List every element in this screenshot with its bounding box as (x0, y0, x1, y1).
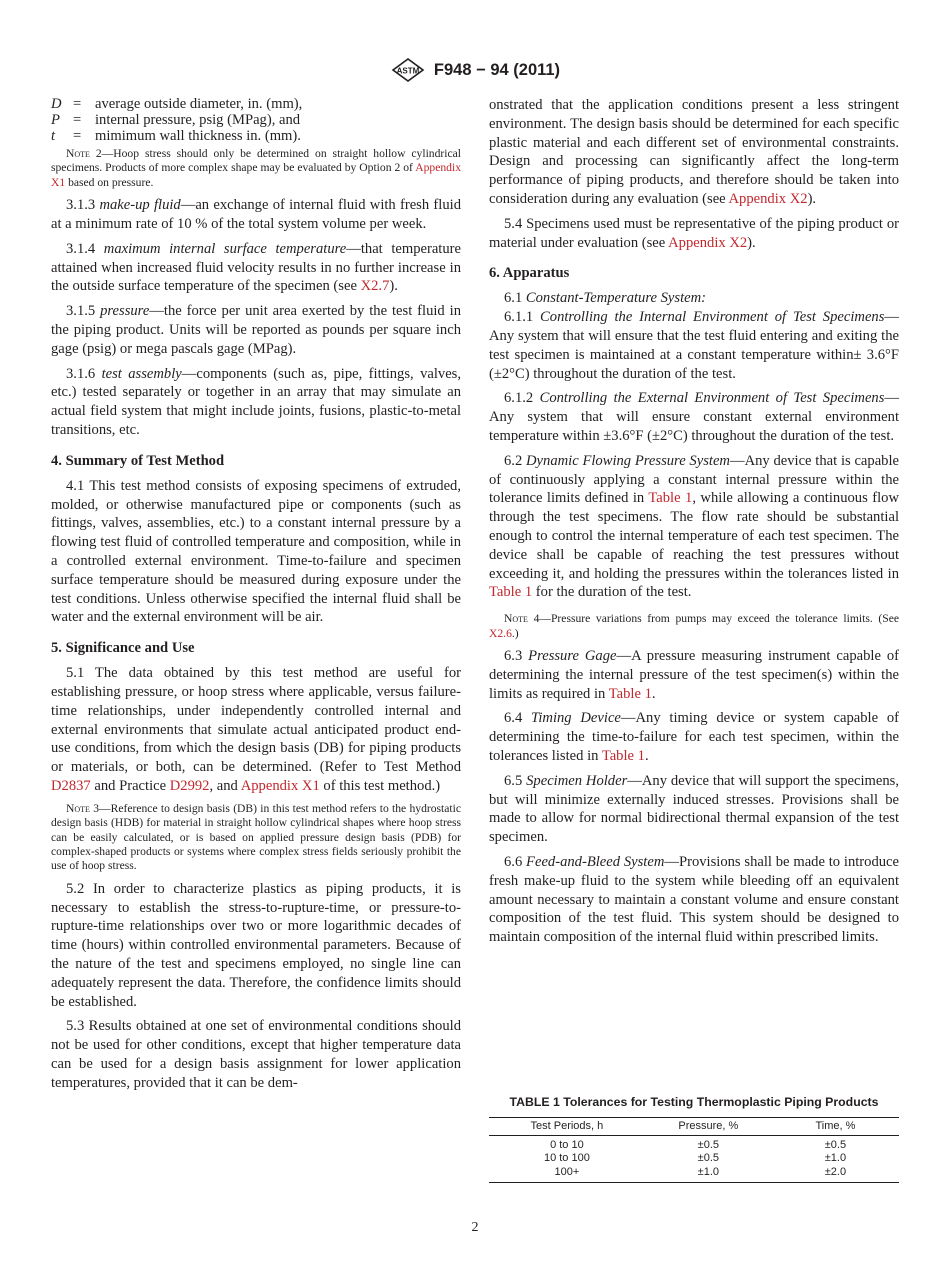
column-header: Time, % (772, 1118, 899, 1136)
table-caption: TABLE 1 Tolerances for Testing Thermoplastic Piping Products (509, 1095, 879, 1109)
link-x2-7[interactable]: X2.7 (360, 278, 390, 295)
para-6-1: 6.1 Constant-Temperature System: (504, 290, 707, 307)
para-3-1-4: 3.1.4 maximum internal surface temperature—that temperature attained when increased fluid velocity results in no further increase in the outside surface temperature of the specimen (see X2.7). (51, 240, 461, 295)
para-5-1: 5.1 The data obtained by this test method are useful for establishing pressure, or hoop stress where applicable, versus failure-time relationships, under independently controlled internal and external environments that simulate actual anticipated product end-use conditions, from which the design basis (DB) for piping products or materials, or both, can be determined. (Refer to Test Method D2837 and Practice D2992, and Appendix X1 of this test method.) (51, 665, 461, 794)
link-appendix-x2[interactable]: Appendix X2 (728, 190, 808, 207)
table-cell: ±2.0 (824, 1165, 847, 1178)
table-row (489, 1136, 899, 1153)
definition-t: t = mimimum wall thickness in. (mm). (51, 128, 301, 144)
para-6-5: 6.5 Specimen Holder—Any device that will support the specimens, but will minimize externally induced stresses. Provisions shall be made to allow for normal bidirectional thermal expansion of the test specimen. (489, 772, 899, 846)
section-5-heading: 5. Significance and Use (51, 640, 195, 657)
table-cell: 100+ (554, 1165, 580, 1178)
link-table-1[interactable]: Table 1 (648, 490, 693, 507)
standard-designation: F948 − 94 (2011) (433, 60, 561, 79)
table-cell: 0 to 10 (550, 1139, 584, 1151)
para-4-1: 4.1 This test method consists of exposing specimens of extruded, molded, or otherwise manufactured pipe or components (such as fittings, valves, assemblies, etc.) to a constant internal pressure by a flowing test fluid of controlled temperature and composition, while in a controlled external environment. Time-to-failure and specimen surface temperature should be measured during exposure under the test conditions. Unless otherwise specified the internal fluid shall be water and the external environment will be air. (51, 477, 461, 626)
para-3-1-6: 3.1.6 test assembly—components (such as, pipe, fittings, valves, etc.) tested separately or together in an array that may simulate an actual field system that might include joints, fusions, plastic-to-metal transitions, etc. (51, 365, 461, 438)
para-6-4: 6.4 Timing Device—Any timing device or system capable of determining the time-to-failure for each test specimen, within the tolerances listed in Table 1. (489, 710, 900, 764)
link-table-1[interactable]: Table 1 (608, 685, 652, 702)
column-header: Test Periods, h (489, 1118, 645, 1136)
table-cell: 10 to 100 (543, 1152, 590, 1165)
para-6-1-1: 6.1.1 Controlling the Internal Environment of Test Specimens—Any system that will ensure that the test fluid entering and exiting the test specimen is maintained at a constant temperature within± 3.6°F (±2°C) throughout the duration of the test. (489, 309, 899, 382)
link-d2837[interactable]: D2837 (51, 777, 91, 794)
left-column (51, 96, 461, 1099)
para-5-3-continued: onstrated that the application conditions present a less stringent environment. The design basis should be determined for each specific plastic material and each different set of environmental constraints. Design and processing can significantly affect the long-term performance of piping products, and therefore should be taken into consideration during any evaluation (see Appendix X2). (489, 97, 899, 207)
table-header-row (489, 1118, 899, 1136)
table-row (489, 1152, 899, 1165)
right-column (489, 96, 899, 953)
section-6-heading: 6. Apparatus (489, 265, 570, 282)
para-6-1-2: 6.1.2 Controlling the External Environment of Test Specimens—Any system that will ensure constant external environment temperature within ±3.6°F (±2°C) throughout the duration of the test. (489, 390, 899, 444)
para-6-3: 6.3 Pressure Gage—A pressure measuring instrument capable of determining the internal pressure of the test specimen(s) within the limits as required in Table 1. (489, 647, 900, 702)
definition-p: P = internal pressure, psig (MPag), and (51, 112, 301, 128)
table-cell: ±0.5 (697, 1152, 720, 1165)
note-3: Note 3—Reference to design basis (DB) in this test method refers to the hydrostatic design basis (HDB) for material in straight hollow cylindrical shapes where hoop stress can be easily calculated, or is based on applied pressure design basis (PDB) for complex-shaped products or systems where complex stress fields seriously prohibit the use of hoop stress. (51, 801, 461, 873)
section-4-heading: 4. Summary of Test Method (51, 452, 225, 469)
para-6-6: 6.6 Feed-and-Bleed System—Provisions shall be made to introduce fresh make-up fluid to the system while bleeding off an equivalent amount necessary to maintain a constant volume and ensure constant composition of the test fluid. This system should be designed to maintain composition of the internal fluid within prescribed limits. (489, 853, 900, 946)
link-appendix-x1[interactable]: Appendix X1 (51, 161, 461, 189)
link-appendix-x2[interactable]: Appendix X2 (668, 234, 748, 251)
para-3-1-3: 3.1.3 make-up fluid—an exchange of internal fluid with fresh fluid at a minimum rate of 10 % of the total system volume per week. (51, 197, 461, 233)
page-number: 2 (471, 1220, 479, 1235)
para-5-4: 5.4 Specimens used must be representative of the piping product or material under evaluation (see Appendix X2). (489, 215, 899, 251)
table-cell: ±1.0 (697, 1165, 720, 1178)
link-appendix-x1[interactable]: Appendix X1 (240, 777, 320, 794)
table-row (489, 1166, 899, 1183)
definition-d: D = average outside diameter, in. (mm), (51, 96, 303, 112)
table-cell: ±1.0 (824, 1152, 847, 1165)
table-cell: ±0.5 (824, 1139, 847, 1151)
para-5-3: 5.3 Results obtained at one set of environmental conditions should not be used for other conditions, except that higher temperature data can be used for a design basis assignment for lower application temperatures, provided that it can be dem- (51, 1018, 461, 1091)
page-header (0, 56, 950, 84)
link-table-1[interactable]: Table 1 (601, 747, 645, 764)
table-1 (489, 1095, 899, 1183)
link-x2-6[interactable]: X2.6 (489, 626, 512, 640)
note-4: Note 4—Pressure variations from pumps may exceed the tolerance limits. (See X2.6.) (489, 612, 899, 640)
link-table-1[interactable]: Table 1 (489, 584, 533, 601)
column-header: Pressure, % (645, 1118, 772, 1136)
para-3-1-5: 3.1.5 pressure—the force per unit area exerted by the test fluid in the piping product. Units will be reported as pounds per square inch gage (psig) or mega pascals gage (MPag). (51, 303, 461, 357)
astm-logo-icon (390, 57, 426, 83)
note-2: Note 2—Hoop stress should only be determined on straight hollow cylindrical specimens. Products of more complex shape may be evaluated by Option 2 of Appendix X1 based on pressure. (51, 147, 461, 189)
svg-text:ASTM: ASTM (396, 66, 420, 76)
tolerance-table (489, 1117, 899, 1183)
link-d2992[interactable]: D2992 (169, 777, 210, 794)
para-5-2: 5.2 In order to characterize plastics as piping products, it is necessary to establish the stress-to-rupture-time, or pressure-to-rupture-time relationships over two or more logarithmic decades of time (hours) within controlled environmental parameters. Because of the nature of the test and specimens employed, no single line can adequately represent the data. Therefore, the confidence limits should be established. (51, 880, 461, 1010)
para-6-2: 6.2 Dynamic Flowing Pressure System—Any device that is capable of continuously applying a constant internal pressure within the tolerance limits defined in Table 1, while allowing a continuous flow through the test specimens. The flow rate should be substantial enough to control the internal temperature of each test specimen. The device shall be capable of reaching the test pressures without exceeding it, and holding the pressures within the tolerances listed in Table 1 for the duration of the test. (489, 452, 900, 601)
table-cell: ±0.5 (697, 1139, 720, 1151)
